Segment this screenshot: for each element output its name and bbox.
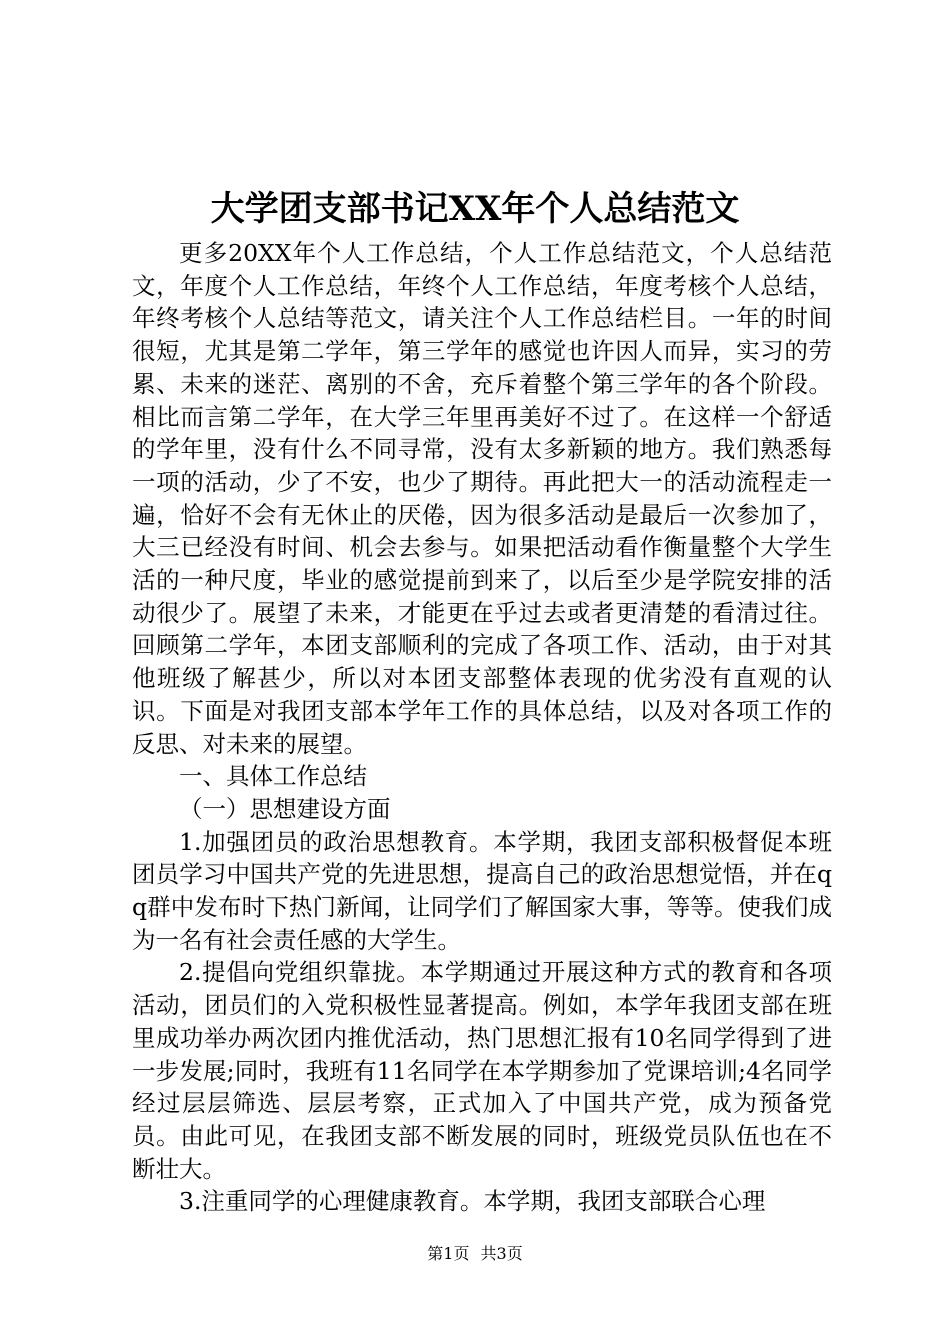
page-number: 第1页 <box>427 1244 470 1263</box>
paragraph-item-1: 1.加强团员的政治思想教育。本学期，我团支部积极督促本班团员学习中国共产党的先进思想，提高自己的政治思想觉悟，并在qq群中发布时下热门新闻，让同学们了解国家大事，等等。使我们成为一名有社会责任感的大学生。 <box>132 827 832 954</box>
document-body <box>132 237 832 1218</box>
subsection-heading: （一）思想建设方面 <box>179 794 391 823</box>
paragraph-intro: 更多20XX年个人工作总结，个人工作总结范文，个人总结范文，年度个人工作总结，年终个人工作总结，年度考核个人总结，年终考核个人总结等范文，请关注个人工作总结栏目。一年的时间很短，尤其是第二学年，第三学年的感觉也许因人而异，实习的劳累、未来的迷茫、离别的不舍，充斥着整个第三学年的各个阶段。相比而言第二学年，在大学三年里再美好不过了。在这样一个舒适的学年里，没有什么不同寻常，没有太多新颖的地方。我们熟悉每一项的活动，少了不安，也少了期待。再此把大一的活动流程走一遍，恰好不会有无休止的厌倦，因为很多活动是最后一次参加了，大三已经没有时间、机会去参与。如果把活动看作衡量整个大学生活的一种尺度，毕业的感觉提前到来了，以后至少是学院安排的活动很少了。展望了未来，才能更在乎过去或者更清楚的看清过往。回顾第二学年，本团支部顺利的完成了各项工作、活动，由于对其他班级了解甚少，所以对本团支部整体表现的优劣没有直观的认识。下面是对我团支部本学年工作的具体总结，以及对各项工作的反思、对未来的展望。 <box>132 239 832 758</box>
paragraph-item-3: 3.注重同学的心理健康教育。本学期，我团支部联合心理 <box>179 1187 766 1216</box>
page-total: 共3页 <box>480 1244 523 1263</box>
section-heading: 一、具体工作总结 <box>179 762 367 791</box>
document-title: 大学团支部书记XX年个人总结范文 <box>210 189 740 229</box>
page-footer <box>0 1242 950 1266</box>
paragraph-item-2: 2.提倡向党组织靠拢。本学期通过开展这种方式的教育和各项活动，团员们的入党积极性显著提高。例如，本学年我团支部在班里成功举办两次团内推优活动，热门思想汇报有10名同学得到了进一步发展;同时，我班有11名同学在本学期参加了党课培训;4名同学经过层层筛选、层层考察，正式加入了中国共产党，成为预备党员。由此可见，在我团支部不断发展的同时，班级党员队伍也在不断壮大。 <box>132 958 832 1183</box>
